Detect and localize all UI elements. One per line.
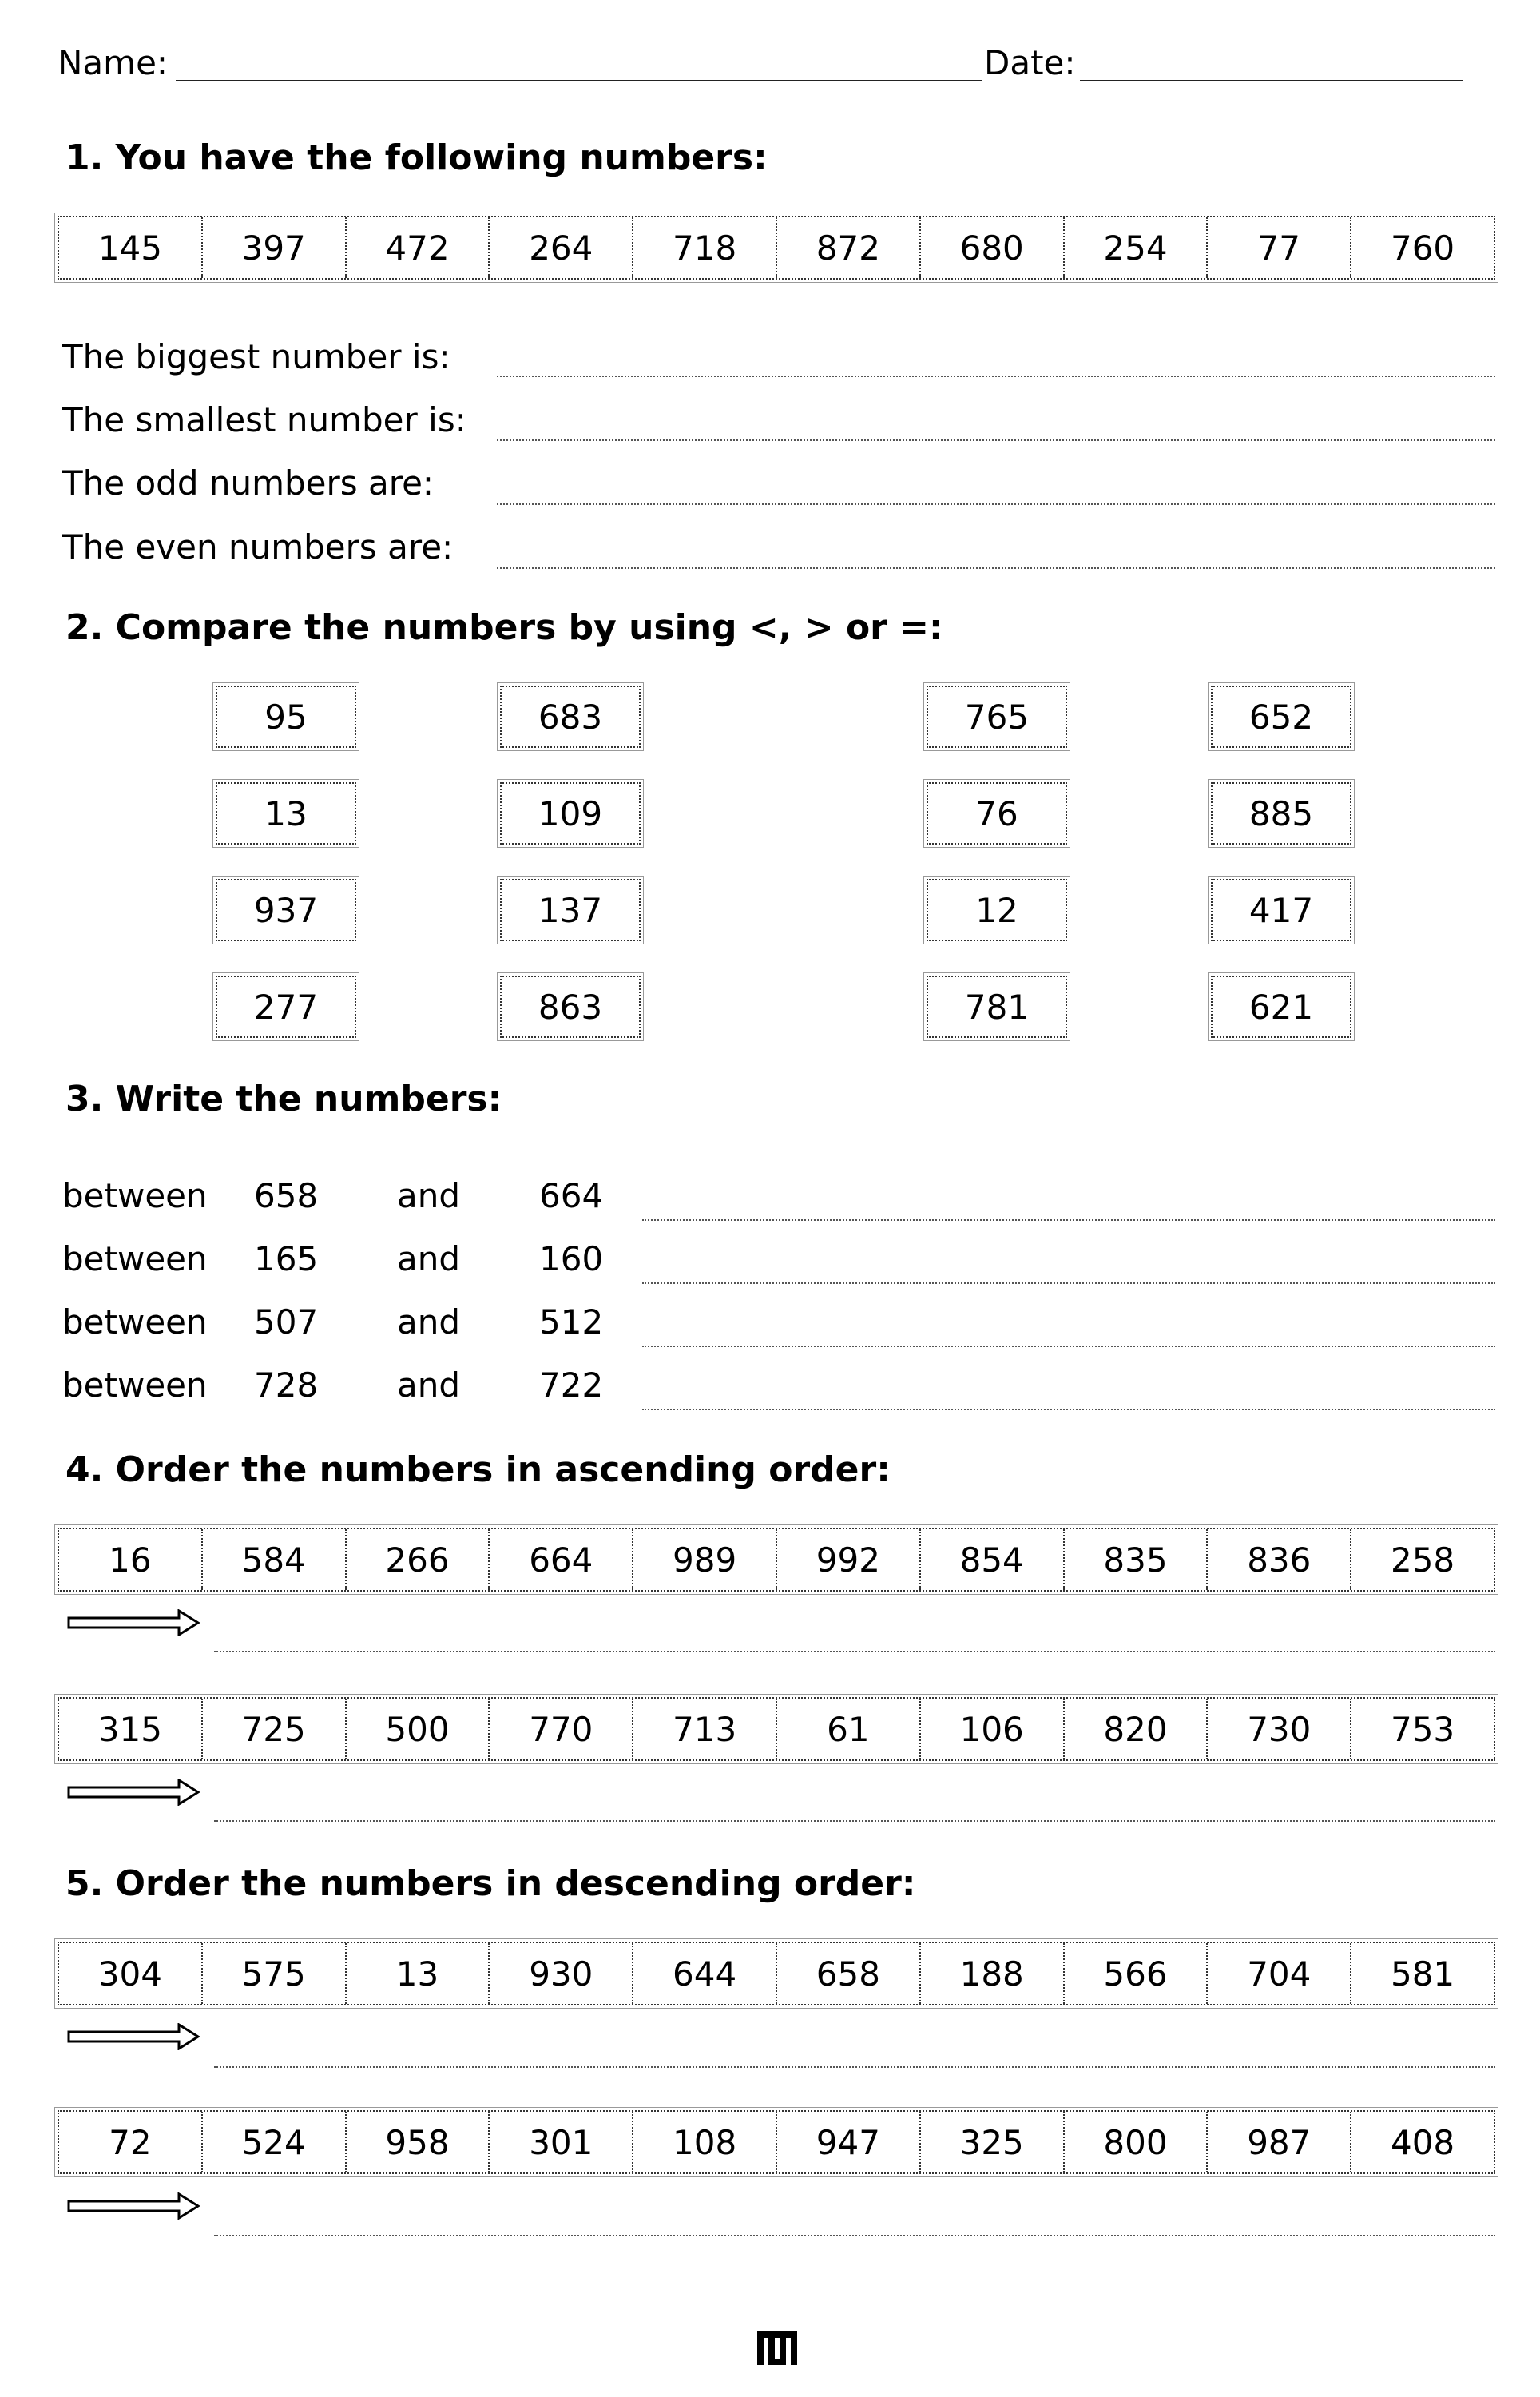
number-cell: 836 <box>1208 1529 1351 1590</box>
compare-box: 652 <box>1211 686 1351 748</box>
number-cell: 987 <box>1208 2112 1351 2172</box>
number-cell: 725 <box>203 1699 347 1759</box>
number-cell: 77 <box>1208 217 1351 278</box>
smallest-prompt: The smallest number is: <box>62 400 466 439</box>
number-row-descending-1 <box>58 1942 1495 2005</box>
name-field[interactable] <box>176 48 982 81</box>
number-cell: 680 <box>921 217 1065 278</box>
number-cell: 188 <box>921 1943 1065 2004</box>
compare-box: 137 <box>500 879 641 941</box>
odd-answer-line[interactable] <box>497 503 1495 505</box>
number-cell: 584 <box>203 1529 347 1590</box>
compare-box: 781 <box>927 976 1067 1038</box>
number-row-ascending-2 <box>58 1697 1495 1761</box>
and-word: and <box>397 1239 461 1278</box>
right-arrow-icon <box>67 1779 200 1806</box>
between-answer-line[interactable] <box>642 1282 1495 1284</box>
number-cell: 820 <box>1065 1699 1209 1759</box>
compare-box: 621 <box>1211 976 1351 1038</box>
number-cell: 500 <box>347 1699 490 1759</box>
between-to: 160 <box>539 1239 604 1278</box>
number-cell: 753 <box>1390 1709 1455 1749</box>
number-cell: 315 <box>59 1699 203 1759</box>
compare-box: 95 <box>216 686 356 748</box>
between-from: 658 <box>254 1176 319 1215</box>
number-cell: 108 <box>633 2112 777 2172</box>
number-cell: 704 <box>1208 1943 1351 2004</box>
and-word: and <box>397 1176 461 1215</box>
compare-box: 109 <box>500 782 641 845</box>
section-1-title: 1. You have the following numbers: <box>65 137 768 178</box>
compare-box: 76 <box>927 782 1067 845</box>
right-arrow-icon <box>67 1609 200 1636</box>
number-cell: 16 <box>59 1529 203 1590</box>
compare-box: 12 <box>927 879 1067 941</box>
number-cell: 992 <box>777 1529 921 1590</box>
number-cell: 835 <box>1065 1529 1209 1590</box>
between-answer-line[interactable] <box>642 1346 1495 1347</box>
compare-box: 13 <box>216 782 356 845</box>
number-cell: 644 <box>633 1943 777 2004</box>
number-cell: 106 <box>921 1699 1065 1759</box>
section-4-title: 4. Order the numbers in ascending order: <box>65 1449 891 1490</box>
number-cell: 258 <box>1390 1540 1455 1580</box>
number-cell: 989 <box>633 1529 777 1590</box>
number-cell: 575 <box>203 1943 347 2004</box>
section-3-title: 3. Write the numbers: <box>65 1079 502 1119</box>
descending-answer-line[interactable] <box>214 2235 1495 2236</box>
name-label: Name: <box>58 43 169 82</box>
between-from: 507 <box>254 1302 319 1342</box>
between-to: 722 <box>539 1365 604 1405</box>
number-cell: 854 <box>921 1529 1065 1590</box>
number-cell: 872 <box>777 217 921 278</box>
ascending-answer-line[interactable] <box>214 1651 1495 1652</box>
number-cell: 266 <box>347 1529 490 1590</box>
smallest-answer-line[interactable] <box>497 439 1495 441</box>
and-word: and <box>397 1302 461 1342</box>
number-cell: 145 <box>59 217 203 278</box>
between-word: between <box>62 1176 208 1215</box>
number-cell: 301 <box>490 2112 633 2172</box>
mw-logo-icon <box>757 2331 797 2365</box>
descending-answer-line[interactable] <box>214 2066 1495 2068</box>
number-cell: 72 <box>59 2112 203 2172</box>
number-cell: 760 <box>1390 228 1455 268</box>
compare-box: 683 <box>500 686 641 748</box>
number-cell: 730 <box>1208 1699 1351 1759</box>
even-answer-line[interactable] <box>497 567 1495 569</box>
biggest-answer-line[interactable] <box>497 376 1495 377</box>
between-word: between <box>62 1239 208 1278</box>
number-cell: 524 <box>203 2112 347 2172</box>
number-cell: 800 <box>1065 2112 1209 2172</box>
section-5-title: 5. Order the numbers in descending order: <box>65 1863 916 1904</box>
section-2-title: 2. Compare the numbers by using <, > or =: <box>65 607 943 648</box>
compare-box: 417 <box>1211 879 1351 941</box>
between-answer-line[interactable] <box>642 1219 1495 1221</box>
number-row-descending-2 <box>58 2110 1495 2174</box>
and-word: and <box>397 1365 461 1405</box>
compare-box: 277 <box>216 976 356 1038</box>
right-arrow-icon <box>67 2192 200 2220</box>
number-cell: 930 <box>490 1943 633 2004</box>
ascending-answer-line[interactable] <box>214 1820 1495 1822</box>
compare-box: 885 <box>1211 782 1351 845</box>
biggest-prompt: The biggest number is: <box>62 337 450 376</box>
between-to: 664 <box>539 1176 604 1215</box>
number-cell: 664 <box>490 1529 633 1590</box>
number-cell: 472 <box>347 217 490 278</box>
compare-box: 863 <box>500 976 641 1038</box>
number-cell: 408 <box>1390 2122 1455 2162</box>
right-arrow-icon <box>67 2023 200 2050</box>
number-cell: 61 <box>777 1699 921 1759</box>
between-to: 512 <box>539 1302 604 1342</box>
between-from: 728 <box>254 1365 319 1405</box>
number-cell: 325 <box>921 2112 1065 2172</box>
number-row-ascending-1 <box>58 1528 1495 1592</box>
even-prompt: The even numbers are: <box>62 527 454 566</box>
between-word: between <box>62 1365 208 1405</box>
odd-prompt: The odd numbers are: <box>62 463 435 503</box>
between-word: between <box>62 1302 208 1342</box>
number-row-s1 <box>58 216 1495 280</box>
number-cell: 947 <box>777 2112 921 2172</box>
number-cell: 581 <box>1390 1954 1455 1994</box>
number-cell: 304 <box>59 1943 203 2004</box>
number-cell: 770 <box>490 1699 633 1759</box>
number-cell: 566 <box>1065 1943 1209 2004</box>
number-cell: 397 <box>203 217 347 278</box>
number-cell: 264 <box>490 217 633 278</box>
number-cell: 958 <box>347 2112 490 2172</box>
number-cell: 718 <box>633 217 777 278</box>
date-label: Date: <box>984 43 1076 82</box>
between-answer-line[interactable] <box>642 1409 1495 1410</box>
number-cell: 658 <box>777 1943 921 2004</box>
compare-box: 765 <box>927 686 1067 748</box>
compare-box: 937 <box>216 879 356 941</box>
date-field[interactable] <box>1080 48 1463 81</box>
number-cell: 713 <box>633 1699 777 1759</box>
number-cell: 13 <box>347 1943 490 2004</box>
between-from: 165 <box>254 1239 319 1278</box>
number-cell: 254 <box>1065 217 1209 278</box>
